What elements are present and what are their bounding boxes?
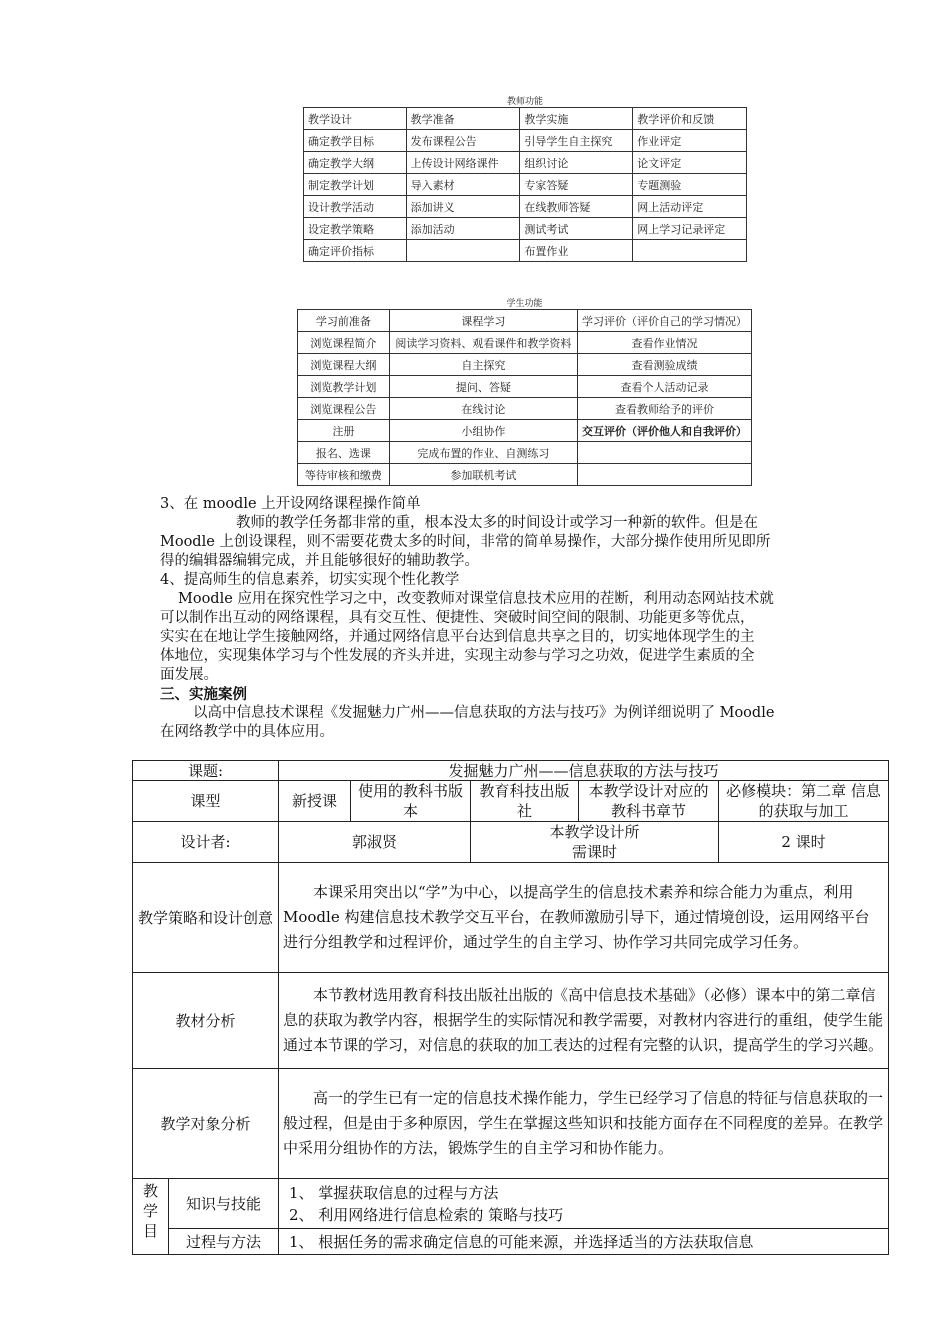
teacher-function-table: [303, 107, 747, 262]
student-table-cell: 参加联机考试: [389, 464, 577, 486]
student-table-cell: [577, 442, 751, 464]
section3-line1: 教师的教学任务都非常的重，根本没太多的时间设计或学习一种新的软件。但是在: [236, 515, 758, 531]
student-table-cell: 完成布置的作业、自测练习: [389, 442, 577, 464]
teacher-table-cell: 设定教学策略: [304, 218, 407, 240]
teacher-table-cell: 确定教学大纲: [304, 152, 407, 174]
student-table-cell: 小组协作: [389, 420, 577, 442]
teacher-table-row: [304, 240, 747, 262]
textbook-label: 使用的教科书版本: [351, 781, 471, 822]
teacher-table-cell: 制定教学计划: [304, 174, 407, 196]
section4-line1: Moodle 应用在探究性学习之中，改变教师对课堂信息技术应用的茬断，利用动态网站技术就: [178, 591, 774, 607]
teacher-table-cell: 测试考试: [520, 218, 633, 240]
teacher-table-row: [304, 174, 747, 196]
process-item: 1、 根据任务的需求确定信息的可能来源，并选择适当的方法获取信息: [279, 1229, 889, 1255]
student-table-row: [298, 376, 752, 398]
strategy-label: 教学策略和设计创意: [133, 863, 279, 973]
teacher-table-row: [304, 218, 747, 240]
teacher-table-cell: 专家答疑: [520, 174, 633, 196]
section4-line2: 可以制作出互动的网络课程，具有交互性、便捷性、突破时间空间的限制、功能更多等优点，: [160, 610, 755, 626]
goal-label: [133, 1179, 169, 1255]
audience-text: 高一的学生已有一定的信息技术操作能力，学生已经学习了信息的特征与信息获取的一般过程，但是由于多种原因，学生在掌握这些知识和技能方面存在不同程度的差异。在教学中采用分组协作的方法，锻炼学生的自主学习和协作能力。: [279, 1069, 889, 1179]
student-table-cell: 注册: [298, 420, 390, 442]
topic-label: 课题:: [133, 761, 279, 781]
knowledge-item-2: 2、 利用网络进行信息检索的 策略与技巧: [289, 1205, 564, 1224]
teacher-table-cell: 布置作业: [520, 240, 633, 262]
teacher-table-caption: 教师功能: [506, 97, 543, 107]
teacher-table-cell: 确定评价指标: [304, 240, 407, 262]
section4-line5: 面发展。: [160, 667, 218, 683]
lesson-design-table: [132, 760, 889, 1255]
teacher-table-cell: 作业评定: [633, 130, 747, 152]
teacher-table-cell: 确定教学目标: [304, 130, 407, 152]
audience-label: 教学对象分析: [133, 1069, 279, 1179]
section4-title: 4、提高师生的信息素养，切实实现个性化教学: [160, 572, 460, 588]
type-value: 新授课: [279, 781, 351, 822]
teacher-table-row: [304, 196, 747, 218]
student-table-row: [298, 310, 752, 332]
student-table-cell: [577, 464, 751, 486]
teacher-table-cell: 添加讲义: [406, 196, 520, 218]
teacher-table-row: [304, 152, 747, 174]
teacher-table-cell: 发布课程公告: [406, 130, 520, 152]
strategy-text: 本课采用突出以“学”为中心，以提高学生的信息技术素养和综合能力为重点，利用 Moodle 构建信息技术教学交互平台，在教师激励引导下，通过情境创设，运用网络平台进行分组教学和过程评价，通过学生的自主学习、协作学习共同完成学习任务。: [279, 863, 889, 973]
teacher-table-cell: 引导学生自主探究: [520, 130, 633, 152]
hours-label: [471, 822, 719, 863]
teacher-table-cell: 教学准备: [406, 108, 520, 130]
student-table-cell: 学习评价（评价自己的学习情况）: [577, 310, 751, 332]
designer-value: 郭淑贤: [279, 822, 471, 863]
student-table-cell: 查看个人活动记录: [577, 376, 751, 398]
material-text: 本节教材选用教育科技出版社出版的《高中信息技术基础》（必修）课本中的第二章信息的获取为教学内容，根据学生的实际情况和教学需要，对教材内容进行的重组，使学生能通过本节课的学习，对信息的获取的加工表达的过程有完整的认识，提高学生的学习兴趣。: [279, 973, 889, 1069]
student-table-row: [298, 442, 752, 464]
student-table-cell: 浏览课程大纲: [298, 354, 390, 376]
student-table-cell: 查看测验成绩: [577, 354, 751, 376]
student-table-cell: 浏览教学计划: [298, 376, 390, 398]
student-table-row: [298, 354, 752, 376]
student-table-cell: 报名、选课: [298, 442, 390, 464]
designer-label: 设计者:: [133, 822, 279, 863]
student-table-cell: 自主探究: [389, 354, 577, 376]
student-table-row: [298, 398, 752, 420]
process-label: 过程与方法: [169, 1229, 279, 1255]
student-table-cell: 提问、答疑: [389, 376, 577, 398]
student-table-cell: 查看教师给予的评价: [577, 398, 751, 420]
knowledge-items: [279, 1179, 889, 1229]
section4-line4: 体地位，实现集体学习与个性发展的齐头并进，实现主动参与学习之功效，促进学生素质的全: [160, 648, 755, 664]
teacher-table-cell: 教学设计: [304, 108, 407, 130]
teacher-table-cell: 专题测验: [633, 174, 747, 196]
teacher-table-cell: 网上学习记录评定: [633, 218, 747, 240]
section-heading: 三、实施案例: [160, 686, 247, 703]
teacher-table-cell: 网上活动评定: [633, 196, 747, 218]
student-table-row: [298, 464, 752, 486]
teacher-table-cell: 教学实施: [520, 108, 633, 130]
material-label: 教材分析: [133, 973, 279, 1069]
student-table-cell: 课程学习: [389, 310, 577, 332]
student-function-table: [297, 309, 752, 486]
teacher-table-cell: 添加活动: [406, 218, 520, 240]
topic-value: 发掘魅力广州——信息获取的方法与技巧: [279, 761, 889, 781]
teacher-table-cell: 教学评价和反馈: [633, 108, 747, 130]
knowledge-item-1: 1、 掌握获取信息的过程与方法: [289, 1183, 499, 1202]
section3-line3: 得的编辑器编辑完成，并且能够很好的辅助教学。: [160, 553, 479, 569]
textbook-value: 教育科技出版社: [471, 781, 579, 822]
chapter-value: 必修模块：第二章 信息的获取与加工: [719, 781, 889, 822]
intro-line2: 在网络教学中的具体应用。: [160, 724, 334, 740]
teacher-table-cell: 在线教师答疑: [520, 196, 633, 218]
student-table-cell: 查看作业情况: [577, 332, 751, 354]
hours-value: 2 课时: [719, 822, 889, 863]
teacher-table-cell: [633, 240, 747, 262]
student-table-cell: 学习前准备: [298, 310, 390, 332]
hours-label-text: 本教学设计所需课时: [549, 823, 640, 861]
teacher-table-cell: 组织讨论: [520, 152, 633, 174]
student-table-row: [298, 332, 752, 354]
goal-label-text: 教学目: [142, 1182, 158, 1240]
intro-line1: 以高中信息技术课程《发掘魅力广州——信息获取的方法与技巧》为例详细说明了 Moodle: [193, 705, 775, 721]
student-table-cell: 阅读学习资料、观看课件和教学资料: [389, 332, 577, 354]
student-table-cell: 等待审核和缴费: [298, 464, 390, 486]
student-table-cell: 浏览课程公告: [298, 398, 390, 420]
student-table-row: [298, 420, 752, 442]
chapter-label: 本教学设计对应的教科书章节: [579, 781, 719, 822]
section3-title: 3、在 moodle 上开设网络课程操作简单: [160, 496, 421, 512]
teacher-table-cell: 设计教学活动: [304, 196, 407, 218]
student-table-cell: 交互评价（评价他人和自我评价）: [577, 420, 751, 442]
student-table-caption: 学生功能: [506, 299, 543, 309]
section4-line3: 实实在在地让学生接触网络，并通过网络信息平台达到信息共享之目的，切实地体现学生的主: [160, 629, 755, 645]
teacher-table-cell: 导入素材: [406, 174, 520, 196]
student-table-cell: 在线讨论: [389, 398, 577, 420]
teacher-table-cell: 上传设计网络课件: [406, 152, 520, 174]
section3-line2: Moodle 上创设课程，则不需要花费太多的时间，非常的简单易操作，大部分操作使用所见即所: [160, 534, 771, 550]
type-label: 课型: [133, 781, 279, 822]
teacher-table-cell: [406, 240, 520, 262]
teacher-table-cell: 论文评定: [633, 152, 747, 174]
knowledge-label: 知识与技能: [169, 1179, 279, 1229]
student-table-cell: 浏览课程简介: [298, 332, 390, 354]
teacher-table-row: [304, 108, 747, 130]
teacher-table-row: [304, 130, 747, 152]
